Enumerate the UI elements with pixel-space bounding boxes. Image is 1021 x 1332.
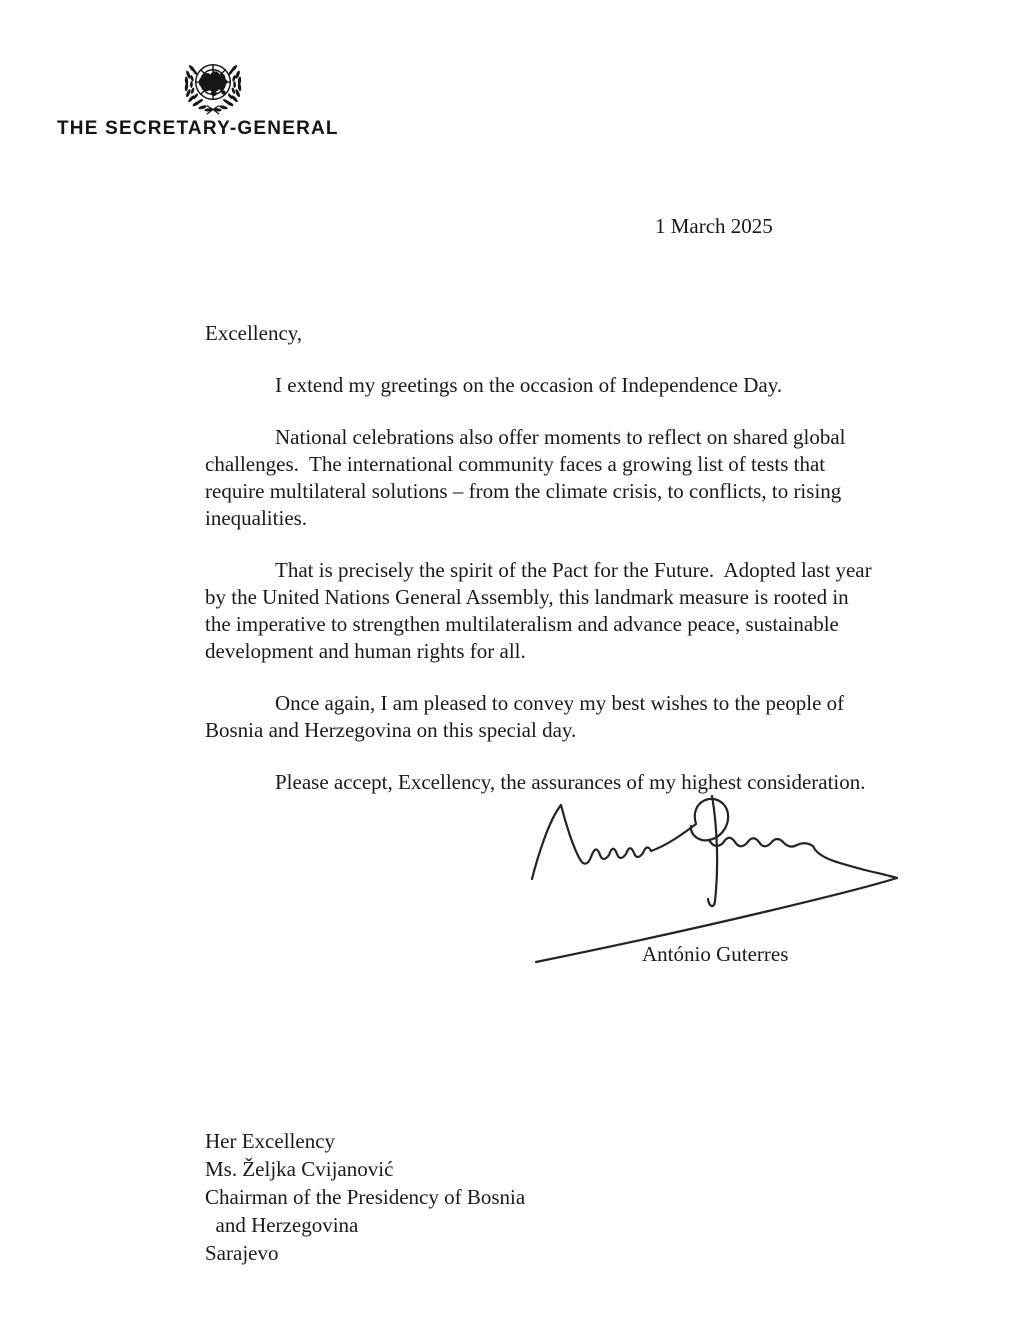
recipient-line: Chairman of the Presidency of Bosnia — [205, 1185, 526, 1209]
paragraph-1 — [205, 372, 915, 399]
recipient-line: Her Excellency — [205, 1129, 336, 1153]
paragraph-line: by the United Nations General Assembly, this landmark measure is rooted in — [205, 585, 849, 609]
signatory-name: António Guterres — [642, 942, 789, 966]
paragraph-4 — [205, 690, 915, 744]
recipient-line: Ms. Željka Cvijanović — [205, 1157, 394, 1181]
paragraph-line: challenges. The international community faces a growing list of tests that — [205, 452, 826, 476]
paragraph-line: require multilateral solutions – from the climate crisis, to conflicts, to rising — [205, 479, 842, 503]
paragraph-line: the imperative to strengthen multilateralism and advance peace, sustainable — [205, 612, 839, 636]
paragraph-2 — [205, 424, 915, 532]
paragraph-5 — [205, 769, 915, 796]
paragraph-line: Please accept, Excellency, the assurances of my highest consideration. — [275, 770, 866, 794]
letter-body — [205, 320, 915, 821]
salutation — [205, 320, 915, 347]
recipient-line: Sarajevo — [205, 1241, 279, 1265]
recipient-line: and Herzegovina — [205, 1213, 359, 1237]
paragraph-line: National celebrations also offer moments to reflect on shared global — [275, 425, 846, 449]
date-line: 1 March 2025 — [655, 214, 773, 238]
paragraph-line: I extend my greetings on the occasion of Independence Day. — [275, 373, 783, 397]
un-emblem-icon — [176, 54, 250, 120]
paragraph-line: Bosnia and Herzegovina on this special day. — [205, 718, 577, 742]
paragraph-line: development and human rights for all. — [205, 639, 526, 663]
paragraph-line: That is precisely the spirit of the Pact for the Future. Adopted last year — [275, 558, 872, 582]
recipient-address — [205, 1127, 525, 1267]
paragraph-line: Once again, I am pleased to convey my best wishes to the people of — [275, 691, 845, 715]
paragraph-3 — [205, 557, 915, 665]
salutation-text: Excellency, — [205, 321, 303, 345]
paragraph-line: inequalities. — [205, 506, 308, 530]
letterhead-title: THE SECRETARY-GENERAL — [57, 118, 339, 139]
